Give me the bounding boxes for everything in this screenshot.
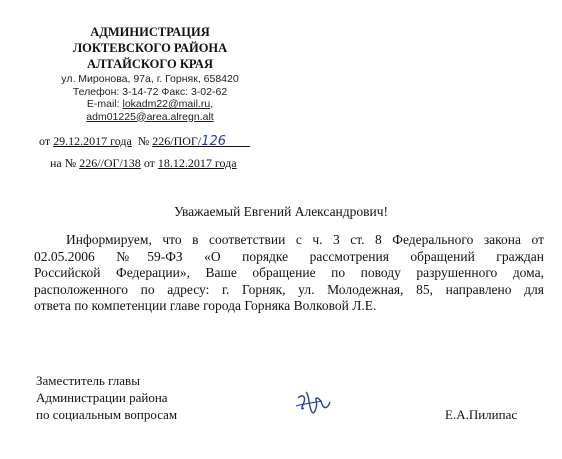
ref-date: 18.12.2017 года (157, 156, 237, 170)
handwritten-number: 126 (201, 134, 227, 149)
email-link-2[interactable]: adm01225@area.alregn.alt (86, 110, 214, 123)
outgoing-date: 29.12.2017 года (53, 134, 132, 148)
body-line-5: ответа по компетенции главе города Горняка Волковой Л.Е. (34, 298, 377, 314)
signatory-position (36, 372, 177, 423)
position-line-1: Заместитель главы (36, 373, 140, 388)
email-prefix: E-mail: (86, 98, 123, 110)
body-line-1: Информируем, что в соответствии с ч. 3 ст. 8 Федерального закона от (66, 232, 544, 247)
signatory-name: Е.А.Пилипас (445, 407, 518, 422)
reference-registration (50, 156, 237, 171)
contact-block (45, 73, 255, 123)
address-line: ул. Миронова, 97а, г. Горняк, 658420 (61, 73, 239, 85)
email-line (45, 98, 255, 111)
number-label: № (137, 134, 150, 148)
position-line-3: по социальным вопросам (36, 407, 178, 422)
organization-name (40, 24, 260, 72)
letter-body (34, 232, 544, 315)
email-separator: , (210, 98, 214, 110)
from-label: от (39, 134, 51, 148)
org-line-3: АЛТАЙСКОГО КРАЯ (87, 57, 213, 71)
ref-number: 226//ОГ/138 (79, 156, 141, 170)
body-line-3: Российской Федерации», Ваше обращение по поводу разрушенного дома, (34, 265, 544, 281)
greeting: Уважаемый Евгений Александрович! (173, 204, 389, 219)
body-line-4: расположенного по адресу: г. Горняк, ул. Молодежная, 85, направлено для (34, 281, 544, 297)
org-line-2: ЛОКТЕВСКОГО РАЙОНА (72, 41, 228, 55)
outgoing-number: 226/ПОГ/ (152, 134, 202, 148)
position-line-2: Администрации района (36, 390, 168, 405)
handwritten-signature (292, 386, 336, 424)
email-link-1[interactable]: lokadm22@mail.ru (122, 98, 211, 110)
body-line-2: 02.05.2006 №59-ФЗ «О порядке рассмотрения обращений граждан (34, 248, 544, 264)
ref-from-label: от (143, 156, 155, 170)
ref-label: на № (50, 156, 77, 170)
org-line-1: АДМИНИСТРАЦИЯ (90, 25, 210, 39)
phone-line: Телефон: 3-14-72 Факс: 3-02-62 (72, 85, 228, 98)
outgoing-registration (39, 134, 250, 149)
